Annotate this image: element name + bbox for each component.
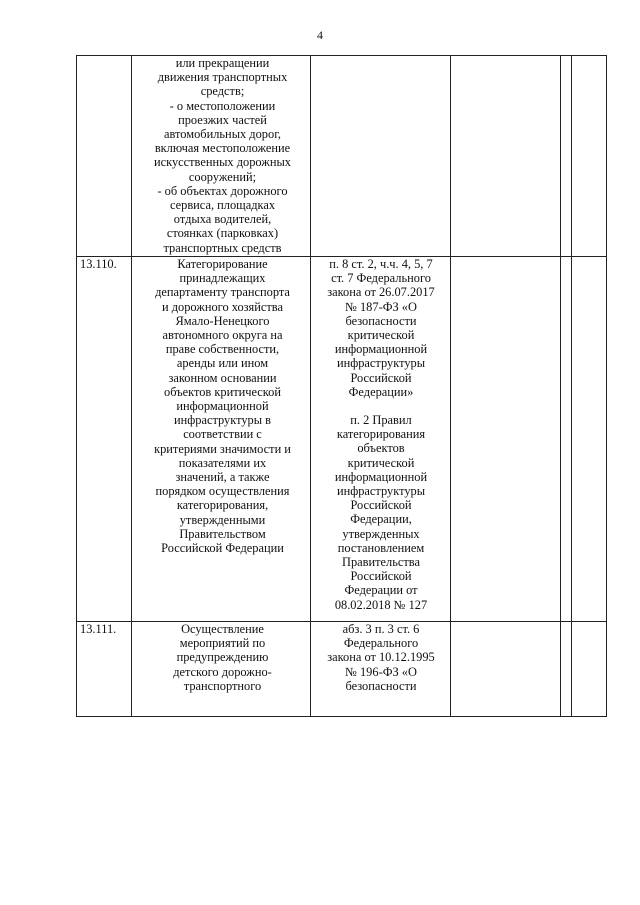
row-number-cell [77, 257, 132, 622]
empty-cell [572, 257, 607, 622]
page-number: 4 [317, 28, 323, 42]
row-number-cell [77, 56, 132, 257]
empty-cell [572, 622, 607, 717]
table-row [77, 622, 607, 717]
measure-name-cell [132, 257, 311, 622]
measures-table [76, 55, 607, 717]
empty-cell [572, 56, 607, 257]
legal-basis: п. 8 ст. 2, ч.ч. 4, 5, 7 ст. 7 Федерального закона от 26.07.2017 № 187-ФЗ «О безопасности критической информационной инфраструктуры Российской Федерации» [327, 257, 435, 399]
measure-name-cell [132, 56, 311, 257]
legal-basis-cell [311, 56, 451, 257]
empty-cell [451, 257, 561, 622]
empty-cell [451, 56, 561, 257]
legal-basis-cell [311, 257, 451, 622]
measure-name-cell [132, 622, 311, 717]
paragraph-gap [311, 399, 450, 413]
row-number: 13.110. [80, 257, 117, 271]
empty-cell [561, 257, 572, 622]
row-number-cell [77, 622, 132, 717]
legal-basis: абз. 3 п. 3 ст. 6 Федерального закона от 10.12.1995 № 196-ФЗ «О безопасности [327, 622, 435, 693]
legal-basis-second: п. 2 Правил категорирования объектов критической информационной инфраструктуры Российской Федерации, утвержденных постановлением Правительства Российской Федерации от 08.02.2018 № 127 [334, 413, 428, 612]
measure-name: Осуществление мероприятий по предупреждению детского дорожно- транспортного [173, 622, 272, 693]
measure-name: Категорирование принадлежащих департаменту транспорта и дорожного хозяйства Ямало-Ненецкого автономного округа на праве собственности, аренды или ином законном основании объектов критической информационной инфраструктуры в соответствии с критериями значимости и показателями их значений, а также порядком осуществления категорирования, утвержденными Правительством Российской Федерации [154, 257, 291, 556]
table-row [77, 56, 607, 257]
empty-cell [451, 622, 561, 717]
empty-cell [561, 56, 572, 257]
row-number: 13.111. [80, 622, 117, 636]
legal-basis-cell [311, 622, 451, 717]
table-row [77, 257, 607, 622]
empty-cell [561, 622, 572, 717]
measure-name: или прекращении движения транспортных средств; - о местоположении проезжих частей автомобильных дорог, включая местоположение искусственных дорожных сооружений; - об объектах дорожного сервиса, площадках отдыха водителей, стоянках (парковках) транспортных средств [153, 56, 292, 255]
